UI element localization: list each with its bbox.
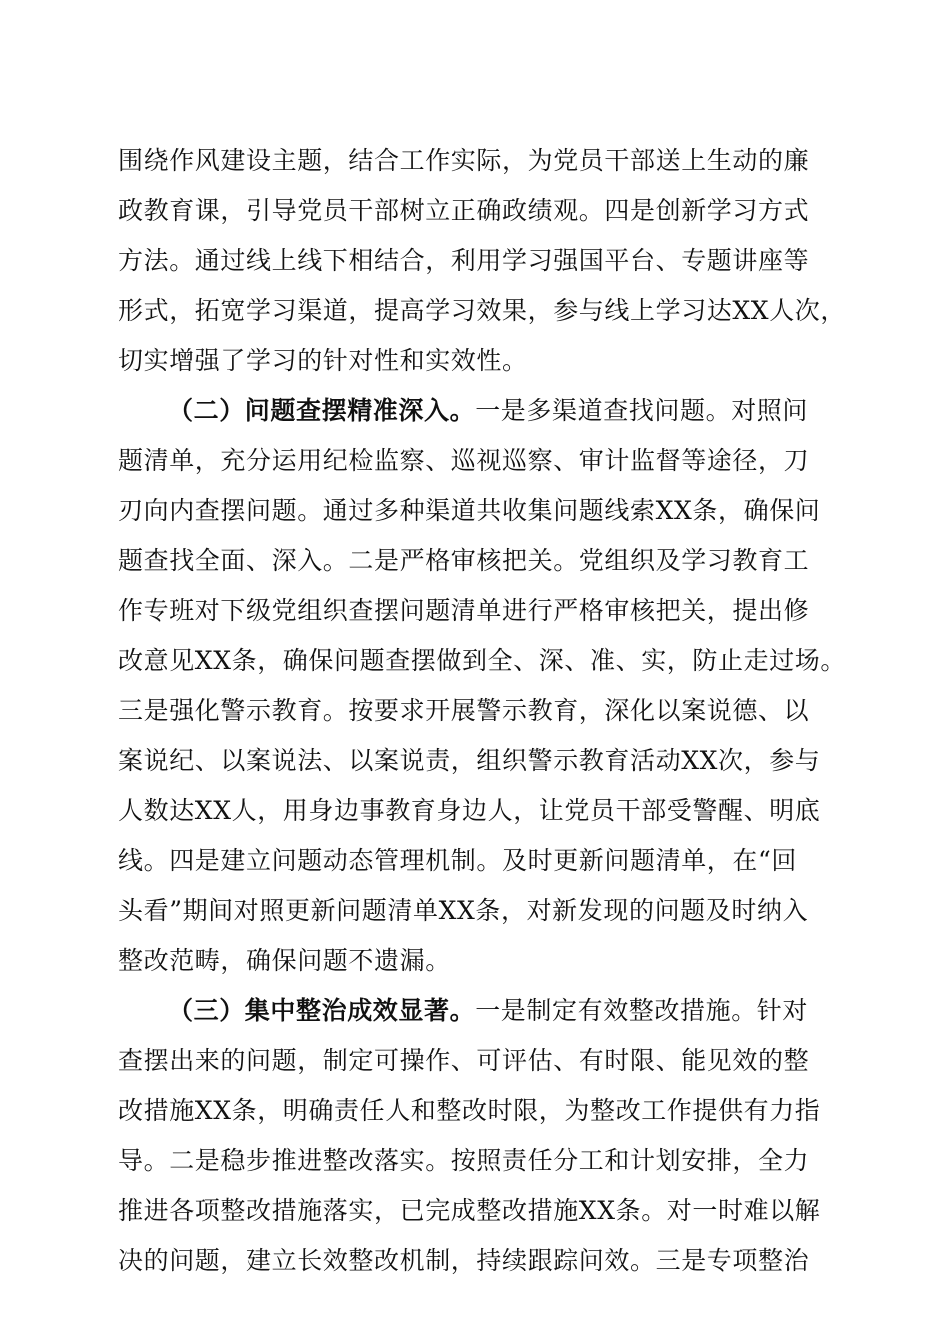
body-text-line: 刃向内查摆问题。通过多种渠道共收集问题线索XX条，确保问 <box>118 496 821 525</box>
body-text-line: 形式，拓宽学习渠道，提高学习效果，参与线上学习达XX人次， <box>118 296 846 325</box>
body-text-line: 改意见XX条，确保问题查摆做到全、深、准、实，防止走过场。 <box>118 646 846 675</box>
body-text-line: 围绕作风建设主题，结合工作实际，为党员干部送上生动的廉 <box>118 146 810 175</box>
body-text-line: 题清单，充分运用纪检监察、巡视巡察、审计监督等途径，刀 <box>118 446 810 475</box>
body-text-line: 导。二是稳步推进整改落实。按照责任分工和计划安排，全力 <box>118 1146 810 1175</box>
body-text-line: 改措施XX条，明确责任人和整改时限，为整改工作提供有力指 <box>118 1096 821 1125</box>
body-text-line: 人数达XX人，用身边事教育身边人，让党员干部受警醒、明底 <box>118 796 821 825</box>
body-text-line: 政教育课，引导党员干部树立正确政绩观。四是创新学习方式 <box>118 196 810 225</box>
body-text-span: 一是多渠道查找问题。对照问 <box>475 396 809 425</box>
body-text-line: 线。四是建立问题动态管理机制。及时更新问题清单，在“回 <box>118 846 797 875</box>
body-text-line: 三是强化警示教育。按要求开展警示教育，深化以案说德、以 <box>118 696 810 725</box>
body-text-line: 切实增强了学习的针对性和实效性。 <box>118 346 528 375</box>
section-heading: （二）问题查摆精准深入。 <box>168 396 476 425</box>
body-text-line: 方法。通过线上线下相结合，利用学习强国平台、专题讲座等 <box>118 246 810 275</box>
section-heading-line <box>168 986 838 1036</box>
body-text-line: 推进各项整改措施落实，已完成整改措施XX条。对一时难以解 <box>118 1196 821 1225</box>
body-text-line: 头看”期间对照更新问题清单XX条，对新发现的问题及时纳入 <box>118 896 809 925</box>
body-text-line: 题查找全面、深入。二是严格审核把关。党组织及学习教育工 <box>118 546 810 575</box>
body-text-line: 作专班对下级党组织查摆问题清单进行严格审核把关，提出修 <box>118 596 810 625</box>
body-text-line: 决的问题，建立长效整改机制，持续跟踪问效。三是专项整治 <box>118 1246 810 1275</box>
body-text-line: 案说纪、以案说法、以案说责，组织警示教育活动XX次，参与 <box>118 746 821 775</box>
section-heading: （三）集中整治成效显著。 <box>168 996 476 1025</box>
body-text-span: 一是制定有效整改措施。针对 <box>475 996 809 1025</box>
body-text-line: 查摆出来的问题，制定可操作、可评估、有时限、能见效的整 <box>118 1046 810 1075</box>
section-heading-line <box>168 386 838 436</box>
body-text-line: 整改范畴，确保问题不遗漏。 <box>118 946 451 975</box>
